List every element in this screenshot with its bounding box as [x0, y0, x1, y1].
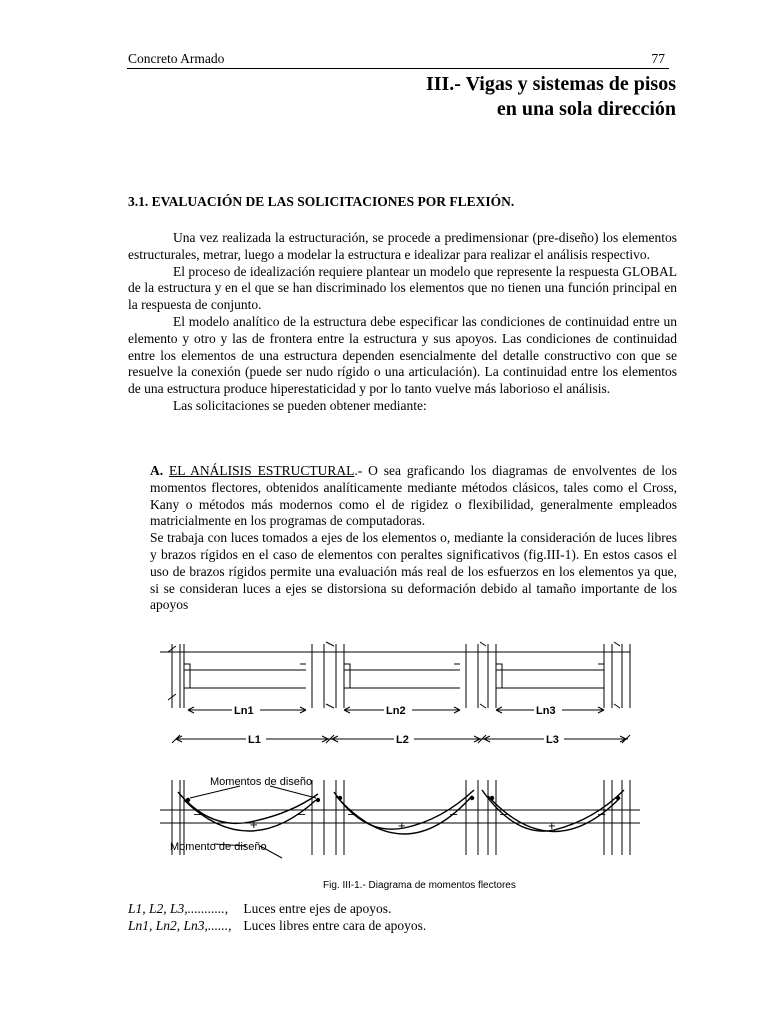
intro-text: [128, 230, 677, 415]
legend-row: [128, 917, 426, 934]
item-a-letter: A.: [150, 463, 164, 478]
legend-symbol: Ln1, Ln2, Ln3,......,: [128, 918, 232, 933]
plus-sign: +: [250, 817, 258, 832]
plus-sign: +: [548, 818, 556, 833]
chapter-title: [426, 72, 676, 122]
clear-span-label: Ln2: [386, 705, 406, 717]
page-header: [127, 51, 669, 69]
design-moments-label: Momentos de diseño: [210, 776, 313, 788]
minus-sign: –: [450, 806, 458, 821]
paragraph: Una vez realizada la estructuración, se procede a predimensionar (pre-diseño) los elementos estructurales, metrar, luego a modelar la estructura e idealizar para realizar el análisis respectivo.: [128, 230, 677, 262]
column: [168, 644, 184, 708]
axis-span-label: L1: [248, 734, 261, 746]
paragraph: El proceso de idealización requiere plantear un modelo que represente la respuesta GLOBAL de la estructura y en el que se han discriminado los elementos que no tienen una función principal en la respuesta de conjunto.: [128, 263, 677, 313]
minus-sign: –: [598, 806, 606, 821]
plus-sign: +: [398, 818, 406, 833]
legend-symbol: L1, L2, L3,...........,: [128, 901, 229, 916]
item-a-heading: EL ANÁLISIS ESTRUCTURAL: [169, 463, 355, 478]
axis-span-label: L2: [396, 734, 409, 746]
legend-text: Luces libres entre cara de apoyos.: [243, 918, 427, 933]
clear-span-label: Ln3: [536, 705, 556, 717]
running-title: Concreto Armado: [128, 51, 225, 66]
beam-elevation: [160, 642, 630, 743]
minus-sign: –: [298, 806, 306, 821]
axis-span-label: L3: [546, 734, 559, 746]
paragraph: Las solicitaciones se pueden obtener mediante:: [173, 397, 427, 413]
minus-sign: –: [500, 806, 508, 821]
item-a-paragraph: [150, 463, 677, 530]
item-a: [150, 463, 677, 614]
chapter-title-line1: III.- Vigas y sistemas de pisos: [425, 73, 676, 95]
item-a-paragraph-2: Se trabaja con luces tomados a ejes de los elementos o, mediante la consideración de luces libres y brazos rígidos en el caso de elementos con peraltes significativos (fig.III-1). En estos casos el uso de brazos rígidos permite una evaluación más real de los esfuerzos en los elementos ya que, si se consideran luces a ejes se distorsiona su deformación debido al tamaño importante de los apoyos: [150, 530, 677, 613]
legend-text: Luces entre ejes de apoyos.: [243, 901, 392, 916]
design-moment-label: Momento de diseño: [170, 841, 267, 853]
clear-span-label: Ln1: [234, 705, 254, 717]
page-number: 77: [651, 51, 665, 66]
section-title: 3.1. EVALUACIÓN DE LAS SOLICITACIONES POR FLEXIÓN.: [128, 194, 515, 209]
paragraph: El modelo analítico de la estructura debe especificar las condiciones de continuidad entre un elemento y otro y las de frontera entre la estructura y sus apoyos. Las condiciones de continuidad entre los elementos de una estructura dependen esencialmente del detalle constructivo con que se resuelve la conexión (puede ser nudo rígido o una articulación). La continuidad entre los elementos de una estructura produce hiperestaticidad y por lo tanto vuelve más laborioso el análisis.: [128, 313, 677, 397]
moment-diagram-figure: [150, 640, 650, 880]
legend-row: [128, 900, 426, 917]
legend: [128, 900, 426, 934]
figure-caption: Fig. III-1.- Diagrama de momentos flectores: [323, 880, 516, 891]
minus-sign: –: [194, 806, 202, 821]
minus-sign: –: [348, 806, 356, 821]
chapter-title-line2: en una sola dirección: [496, 98, 676, 120]
item-a-text: .- O sea graficando los diagramas de envolventes de los momentos flectores, obtenidos analíticamente mediante métodos clásicos, tales como el Cross, Kany o métodos más modernos como el de rigidez o flexibilidad, generalmente empleados matricialmente en los programas de computadoras.: [150, 463, 677, 529]
